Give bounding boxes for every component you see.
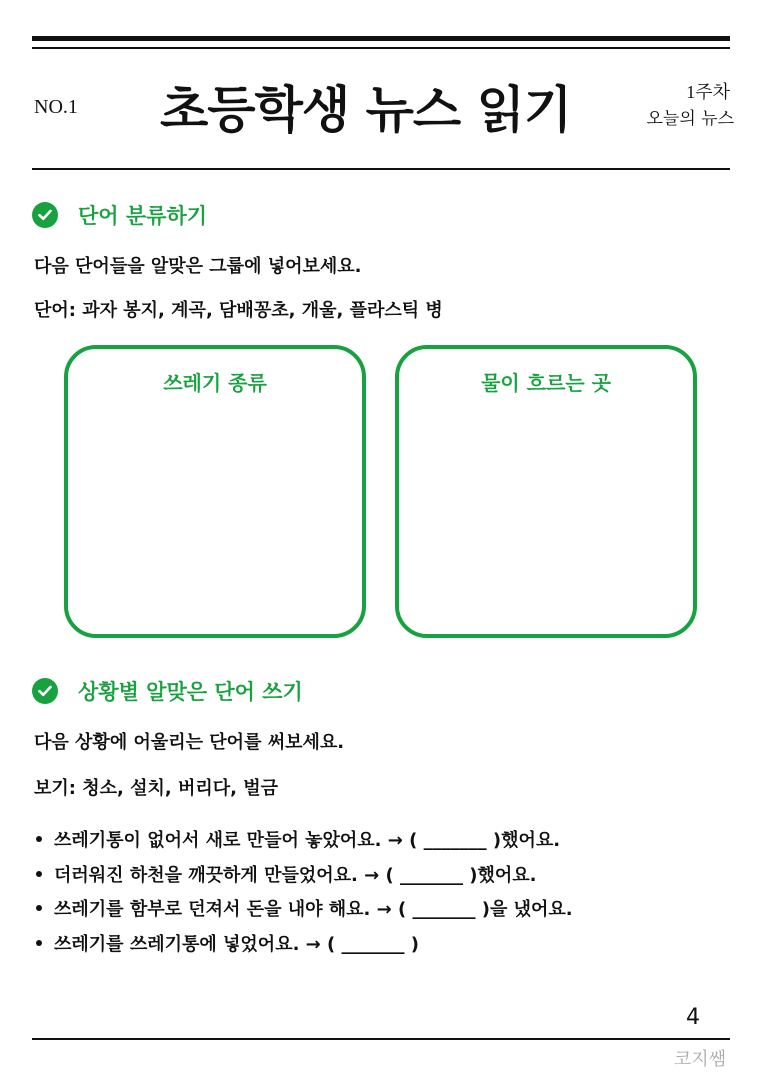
section-1-title: 단어 분류하기 xyxy=(78,204,208,228)
category-box-title: 쓰레기 종류 xyxy=(163,371,267,395)
section-1-instruction: 다음 단어들을 알맞은 그룹에 넣어보세요. xyxy=(34,256,362,277)
category-box-title: 물이 흐르는 곳 xyxy=(481,371,611,395)
week-label: 1주차 xyxy=(686,82,730,102)
list-item xyxy=(34,926,573,961)
situation-text: 더러워진 하천을 깨끗하게 만들었어요. → ( _______ )했어요. xyxy=(54,864,537,886)
situation-list xyxy=(34,822,573,960)
section-2-title: 상황별 알맞은 단어 쓰기 xyxy=(78,680,303,704)
category-box-water[interactable] xyxy=(395,345,697,638)
page-title: 초등학생 뉴스 읽기 xyxy=(160,81,572,139)
situation-text: 쓰레기통이 없어서 새로 만들어 놓았어요. → ( _______ )했어요. xyxy=(54,830,561,852)
bullet-icon xyxy=(36,871,42,877)
top-thin-rule xyxy=(32,47,730,49)
header-divider xyxy=(32,168,730,170)
category-box-trash[interactable] xyxy=(64,345,366,638)
bullet-icon xyxy=(36,940,42,946)
list-item xyxy=(34,822,573,857)
situation-text: 쓰레기를 함부로 던져서 돈을 내야 해요. → ( _______ )을 냈어요. xyxy=(54,899,573,921)
section-1-heading xyxy=(32,200,207,230)
top-thick-rule xyxy=(32,36,730,41)
word-list: 단어: 과자 봉지, 계곡, 담배꽁초, 개울, 플라스틱 병 xyxy=(34,300,443,321)
example-words: 보기: 청소, 설치, 버리다, 벌금 xyxy=(34,778,279,799)
today-news-label: 오늘의 뉴스 xyxy=(646,109,734,129)
situation-text: 쓰레기를 쓰레기통에 넣었어요. → ( _______ ) xyxy=(54,933,420,955)
check-circle-icon xyxy=(32,202,58,228)
list-item xyxy=(34,857,573,892)
section-2-instruction: 다음 상황에 어울리는 단어를 써보세요. xyxy=(34,732,345,753)
list-item xyxy=(34,891,573,926)
bullet-icon xyxy=(36,905,42,911)
section-2-heading xyxy=(32,676,303,706)
check-circle-icon xyxy=(32,678,58,704)
page-number: 4 xyxy=(686,1005,700,1030)
footer-divider xyxy=(32,1038,730,1040)
issue-number: NO.1 xyxy=(34,96,78,118)
bullet-icon xyxy=(36,836,42,842)
footer-brand: 코지쌤 xyxy=(673,1049,726,1070)
